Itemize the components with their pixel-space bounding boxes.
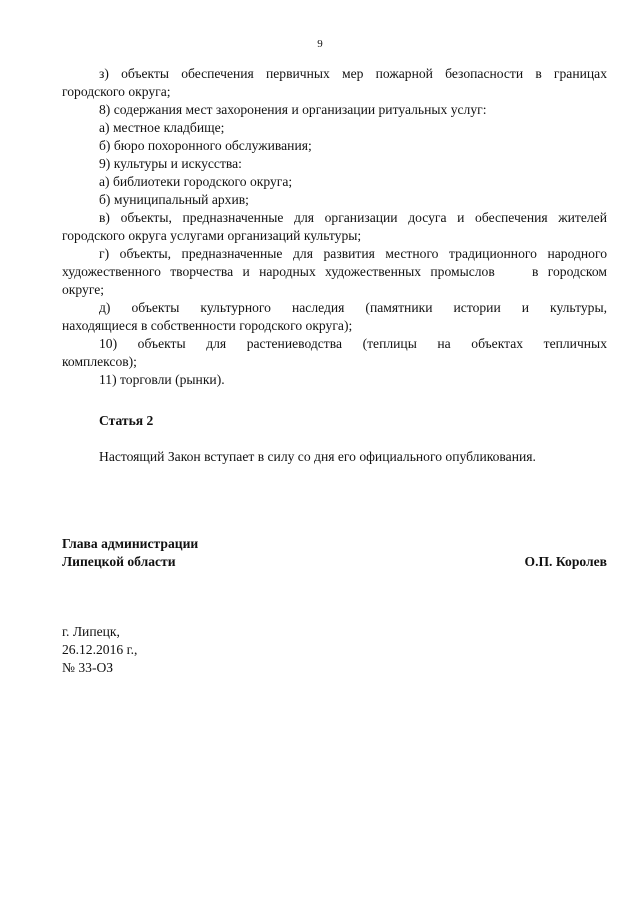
paragraph-line: з) объекты обеспечения первичных мер пожарной безопасности в границах (99, 66, 607, 81)
paragraph-line: округе; (62, 282, 105, 297)
paragraph-line: г) объекты, предназначенные для развития местного традиционного народного (99, 246, 607, 261)
law-text-body (62, 65, 607, 389)
paragraph-line: а) библиотеки городского округа; (99, 174, 293, 189)
paragraph-line: б) бюро похоронного обслуживания; (99, 138, 312, 153)
paragraph-line: городского округа услугами организаций культуры; (62, 228, 362, 243)
article-text: Настоящий Закон вступает в силу со дня его официального опубликования. (99, 449, 536, 464)
paragraph-line: 8) содержания мест захоронения и организации ритуальных услуг: (99, 102, 487, 117)
paragraph-line: комплексов); (62, 354, 137, 369)
paragraph-line: находящиеся в собственности городского округа); (62, 318, 353, 333)
paragraph-line: д) объекты культурного наследия (памятники истории и культуры, (99, 300, 607, 315)
paragraph-line: б) муниципальный архив; (99, 192, 249, 207)
page-number: 9 (317, 38, 323, 50)
footer-law-number: № 33-ОЗ (62, 660, 114, 675)
signature-block (62, 535, 607, 571)
paragraph-line: в) объекты, предназначенные для организации досуга и обеспечения жителей (99, 210, 607, 225)
paragraph-line: художественного творчества и народных художественных промыслов в городском (62, 264, 607, 279)
signatory-title-line-1: Глава администрации (62, 536, 199, 551)
paragraph-line: 10) объекты для растениеводства (теплицы на объектах тепличных (99, 336, 607, 351)
paragraph-line: 9) культуры и искусства: (99, 156, 242, 171)
footer-date: 26.12.2016 г., (62, 642, 138, 657)
signatory-title-line-2: Липецкой области (62, 554, 176, 569)
article-heading: Статья 2 (99, 413, 154, 428)
document-footer (62, 623, 137, 677)
signatory-name: О.П. Королев (524, 554, 607, 569)
paragraph-line: а) местное кладбище; (99, 120, 225, 135)
paragraph-line: 11) торговли (рынки). (99, 372, 225, 387)
paragraph-line: городского округа; (62, 84, 171, 99)
footer-city: г. Липецк, (62, 624, 120, 639)
